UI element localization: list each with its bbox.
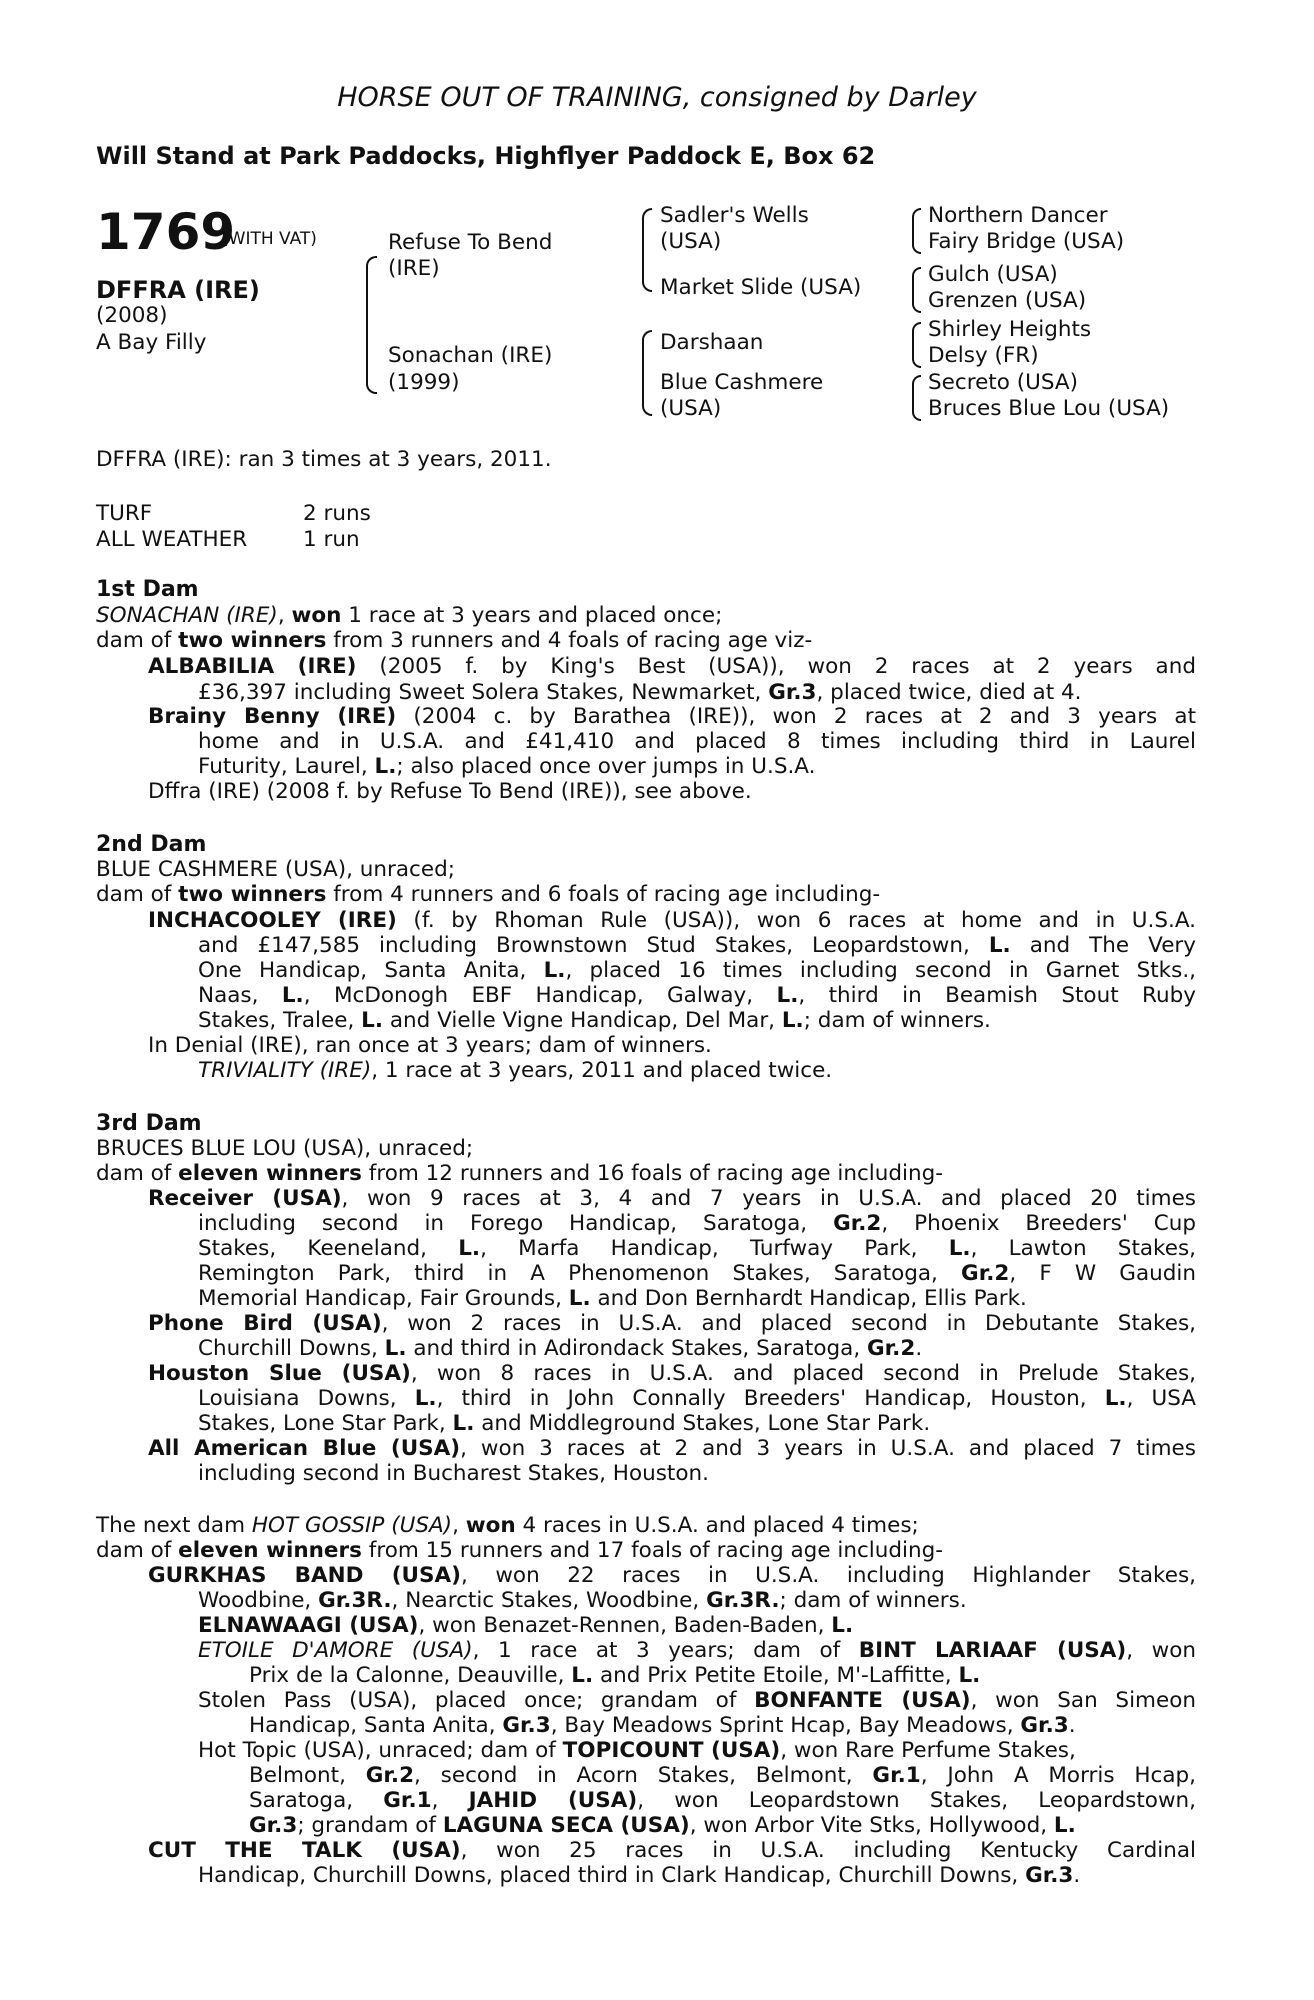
third-dam-phone-bird: Phone Bird (USA), won 2 races in U.S.A. and placed second in Debutante Stakes, bbox=[148, 1311, 1196, 1336]
next-dam-etoile-damore-line-2: Prix de la Calonne, Deauville, L. and Prix Petite Etoile, M'-Laffitte, L. bbox=[249, 1663, 981, 1688]
brace-sire-parents bbox=[642, 208, 652, 292]
third-dam-receiver-line-4: Remington Park, third in A Phenomenon Stakes, Saratoga, Gr.2, F W Gaudin bbox=[198, 1261, 1196, 1286]
first-dam-produce: dam of two winners from 3 runners and 4 foals of racing age viz- bbox=[96, 628, 813, 653]
third-dam-houston-slue: Houston Slue (USA), won 8 races in U.S.A. and placed second in Prelude Stakes, bbox=[148, 1361, 1197, 1386]
pedigree-g3: Gulch (USA) bbox=[928, 262, 1058, 287]
pedigree-g8: Bruces Blue Lou (USA) bbox=[928, 396, 1170, 421]
brace-g1 bbox=[912, 208, 921, 254]
second-dam-entry-2: In Denial (IRE), ran once at 3 years; dam of winners. bbox=[148, 1033, 712, 1058]
brace-dam-parents bbox=[642, 330, 652, 416]
pedigree-sire-sire-suffix: (USA) bbox=[660, 229, 722, 254]
third-dam-all-american-blue: All American Blue (USA), won 3 races at 2 and 3 years in U.S.A. and placed 7 times bbox=[148, 1436, 1196, 1461]
third-dam-receiver-line-2: including second in Forego Handicap, Saratoga, Gr.2, Phoenix Breeders' Cup bbox=[198, 1211, 1196, 1236]
next-dam-cut-the-talk-line-2: Handicap, Churchill Downs, placed third in Clark Handicap, Churchill Downs, Gr.3. bbox=[198, 1863, 1081, 1888]
first-dam-line: SONACHAN (IRE), won 1 race at 3 years and placed once; bbox=[96, 603, 723, 628]
first-dam-heading: 1st Dam bbox=[96, 577, 199, 602]
third-dam-phone-bird-line-2: Churchill Downs, L. and third in Adirondack Stakes, Saratoga, Gr.2. bbox=[198, 1336, 923, 1361]
race-record-summary: DFFRA (IRE): ran 3 times at 3 years, 2011. bbox=[96, 447, 552, 472]
brace-sire-dam bbox=[366, 256, 377, 394]
second-dam-entry-3: TRIVIALITY (IRE), 1 race at 3 years, 2011 and placed twice. bbox=[198, 1058, 833, 1083]
next-dam-cut-the-talk: CUT THE TALK (USA), won 25 races in U.S.A. including Kentucky Cardinal bbox=[148, 1838, 1196, 1863]
next-dam-stolen-pass: Stolen Pass (USA), placed once; grandam of BONFANTE (USA), won San Simeon bbox=[198, 1688, 1196, 1713]
second-dam-entry-1-line-3: One Handicap, Santa Anita, L., placed 16 times including second in Garnet Stks., bbox=[198, 958, 1196, 983]
turf-label: TURF bbox=[96, 501, 153, 526]
pedigree-g4: Grenzen (USA) bbox=[928, 288, 1087, 313]
next-dam-produce: dam of eleven winners from 15 runners and 17 foals of racing age including- bbox=[96, 1538, 944, 1563]
turf-value: 2 runs bbox=[303, 501, 371, 526]
next-dam-hot-topic-line-2: Belmont, Gr.2, second in Acorn Stakes, Belmont, Gr.1, John A Morris Hcap, bbox=[249, 1763, 1196, 1788]
second-dam-entry-1: INCHACOOLEY (IRE) (f. by Rhoman Rule (USA)), won 6 races at home and in U.S.A. bbox=[148, 908, 1197, 933]
brace-g3 bbox=[912, 322, 921, 368]
lot-number: 1769 bbox=[96, 203, 236, 261]
third-dam-houston-slue-line-2: Louisiana Downs, L., third in John Connally Breeders' Handicap, Houston, L., USA bbox=[198, 1386, 1196, 1411]
third-dam-receiver-line-3: Stakes, Keeneland, L., Marfa Handicap, Turfway Park, L., Lawton Stakes, bbox=[198, 1236, 1197, 1261]
pedigree-g7: Secreto (USA) bbox=[928, 370, 1078, 395]
pedigree-g6: Delsy (FR) bbox=[928, 343, 1039, 368]
pedigree-g1: Northern Dancer bbox=[928, 203, 1108, 228]
third-dam-houston-slue-line-3: Stakes, Lone Star Park, L. and Middleground Stakes, Lone Star Park. bbox=[198, 1411, 931, 1436]
brace-g4 bbox=[912, 375, 921, 421]
third-dam-receiver: Receiver (USA), won 9 races at 3, 4 and 7 years in U.S.A. and placed 20 times bbox=[148, 1186, 1196, 1211]
all-weather-label: ALL WEATHER bbox=[96, 527, 248, 552]
third-dam-line: BRUCES BLUE LOU (USA), unraced; bbox=[96, 1136, 474, 1161]
first-dam-entry-2: Brainy Benny (IRE) (2004 c. by Barathea (IRE)), won 2 races at 2 and 3 years at bbox=[148, 704, 1196, 729]
foaling-year: (2008) bbox=[96, 303, 168, 328]
third-dam-receiver-line-5: Memorial Handicap, Fair Grounds, L. and Don Bernhardt Handicap, Ellis Park. bbox=[198, 1286, 1027, 1311]
next-dam-gurkhas-band-line-2: Woodbine, Gr.3R., Nearctic Stakes, Woodbine, Gr.3R.; dam of winners. bbox=[198, 1588, 967, 1613]
third-dam-produce: dam of eleven winners from 12 runners and 16 foals of racing age including- bbox=[96, 1161, 944, 1186]
pedigree-sire-sire: Sadler's Wells bbox=[660, 203, 809, 228]
second-dam-heading: 2nd Dam bbox=[96, 832, 207, 857]
first-dam-entry-1: ALBABILIA (IRE) (2005 f. by King's Best (USA)), won 2 races at 2 years and bbox=[148, 654, 1196, 679]
next-dam-gurkhas-band: GURKHAS BAND (USA), won 22 races in U.S.A. including Highlander Stakes, bbox=[148, 1563, 1196, 1588]
next-dam-stolen-pass-line-2: Handicap, Santa Anita, Gr.3, Bay Meadows Sprint Hcap, Bay Meadows, Gr.3. bbox=[249, 1713, 1076, 1738]
first-dam-entry-2-end: Futurity, Laurel, L.; also placed once over jumps in U.S.A. bbox=[198, 754, 816, 779]
horse-name: DFFRA (IRE) bbox=[96, 276, 260, 304]
first-dam-entry-3: Dffra (IRE) (2008 f. by Refuse To Bend (IRE)), see above. bbox=[148, 779, 752, 804]
pedigree-g5: Shirley Heights bbox=[928, 317, 1092, 342]
next-dam-hot-topic-line-4: Gr.3; grandam of LAGUNA SECA (USA), won Arbor Vite Stks, Hollywood, L. bbox=[249, 1813, 1076, 1838]
first-dam-entry-1-cont: £36,397 including Sweet Solera Stakes, Newmarket, Gr.3, placed twice, died at 4. bbox=[198, 680, 1082, 705]
page-heading: HORSE OUT OF TRAINING, consigned by Darley bbox=[337, 82, 977, 113]
next-dam-hot-topic: Hot Topic (USA), unraced; dam of TOPICOUNT (USA), won Rare Perfume Stakes, bbox=[198, 1738, 1076, 1763]
second-dam-line: BLUE CASHMERE (USA), unraced; bbox=[96, 857, 455, 882]
second-dam-produce: dam of two winners from 4 runners and 6 foals of racing age including- bbox=[96, 882, 881, 907]
next-dam-line: The next dam HOT GOSSIP (USA), won 4 races in U.S.A. and placed 4 times; bbox=[96, 1513, 919, 1538]
pedigree-sire-suffix: (IRE) bbox=[388, 256, 440, 281]
pedigree-g2: Fairy Bridge (USA) bbox=[928, 229, 1125, 254]
first-dam-entry-2-cont: home and in U.S.A. and £41,410 and placed 8 times including third in Laurel bbox=[198, 729, 1196, 754]
second-dam-entry-1-line-2: and £147,585 including Brownstown Stud Stakes, Leopardstown, L. and The Very bbox=[198, 933, 1196, 958]
vat-label: (WITH VAT) bbox=[222, 229, 317, 249]
all-weather-value: 1 run bbox=[303, 527, 360, 552]
second-dam-entry-1-line-5: Stakes, Tralee, L. and Vielle Vigne Handicap, Del Mar, L.; dam of winners. bbox=[198, 1008, 991, 1033]
third-dam-all-american-blue-line-2: including second in Bucharest Stakes, Houston. bbox=[198, 1461, 709, 1486]
third-dam-heading: 3rd Dam bbox=[96, 1111, 202, 1136]
pedigree-dam-dam-suffix: (USA) bbox=[660, 396, 722, 421]
next-dam-etoile-damore: ETOILE D'AMORE (USA), 1 race at 3 years; dam of BINT LARIAAF (USA), won bbox=[198, 1638, 1196, 1663]
pedigree-dam: Sonachan (IRE) bbox=[388, 343, 553, 368]
horse-description: A Bay Filly bbox=[96, 330, 207, 355]
pedigree-dam-year: (1999) bbox=[388, 370, 460, 395]
pedigree-dam-sire: Darshaan bbox=[660, 330, 764, 355]
brace-g2 bbox=[912, 267, 921, 313]
pedigree-sire: Refuse To Bend bbox=[388, 230, 553, 255]
pedigree-dam-dam: Blue Cashmere bbox=[660, 370, 824, 395]
next-dam-hot-topic-line-3: Saratoga, Gr.1, JAHID (USA), won Leopardstown Stakes, Leopardstown, bbox=[249, 1788, 1197, 1813]
pedigree-sire-dam: Market Slide (USA) bbox=[660, 275, 862, 300]
second-dam-entry-1-line-4: Naas, L., McDonogh EBF Handicap, Galway, L., third in Beamish Stout Ruby bbox=[198, 983, 1196, 1008]
stand-location: Will Stand at Park Paddocks, Highflyer Paddock E, Box 62 bbox=[96, 142, 876, 170]
next-dam-elnawaagi: ELNAWAAGI (USA), won Benazet-Rennen, Baden-Baden, L. bbox=[198, 1613, 854, 1638]
